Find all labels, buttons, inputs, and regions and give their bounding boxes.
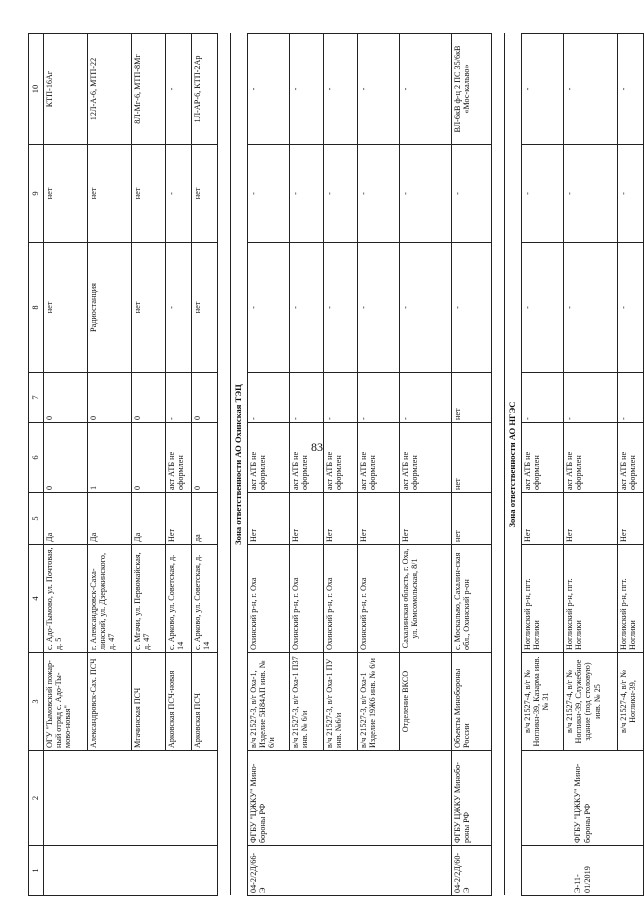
cell-7: - [564,373,618,423]
cell-9: нет [132,145,166,243]
cell-10: - [522,34,564,145]
table-row [248,34,290,896]
cell-7: - [358,373,400,423]
cell-7: - [290,373,324,423]
cell-5: Нет [290,493,324,545]
cell-8: нет [192,243,218,373]
cell-6: акт АТБ не оформлен [564,423,618,493]
object-name: Отделение ВКСО [400,653,452,751]
cell-9: нет [44,145,88,243]
address: Охинский р-н, г. Оха [290,545,324,653]
cell-7: 0 [44,373,88,423]
cell-8: - [618,243,644,373]
object-name: Александровск-Сах. ПСЧ [88,653,132,751]
header-row [29,34,44,896]
address: с. Мгачи, ул. Первомайская, д. 47 [132,545,166,653]
cell-7: 0 [192,373,218,423]
address: г. Александровск-Саха-линский, ул. Дзержинского, д. 47 [88,545,132,653]
header-cell: 6 [29,423,44,493]
cell-5: Нет [618,493,644,545]
cell-9: - [452,145,492,243]
header-cell: 3 [29,653,44,751]
cell-5: Нет [400,493,452,545]
cell-6: акт АТБ не оформлен [400,423,452,493]
zone-heading: Зона ответственности АО НГЭС [505,34,522,896]
cell-7: 0 [132,373,166,423]
cell-10: - [358,34,400,145]
header-cell: 2 [29,751,44,846]
object-name: ОГУ "Тымовский пожар-ный отряд с. Адо-Ты-мово-новая" [44,653,88,751]
header-cell: 1 [29,846,44,896]
cell-7: - [324,373,358,423]
cell-10: - [618,34,644,145]
address: Ногликский р-н, пгт. Ноглики [522,545,564,653]
address: Ногликский р-н, пгт. Ноглики [618,545,644,653]
cell-9: - [166,145,192,243]
cell-7: 0 [88,373,132,423]
cell-10: КТП-16Аг [44,34,88,145]
cell-6: акт АТБ не оформлен [522,423,564,493]
cell-6: акт АТБ не оформлен [166,423,192,493]
object-name: в/ч 21527-3, в/г Оха-1 П37 инв. № 6/и [290,653,324,751]
object-name: Арковская ПСЧ-новая [166,653,192,751]
cell-9: - [290,145,324,243]
cell-6: акт АТБ не оформлен [290,423,324,493]
address: с. Адо-Тымово, ул. Почтовая, д. 5 [44,545,88,653]
cell-7: - [400,373,452,423]
cell-7: - [618,373,644,423]
objects-table [28,33,644,896]
cell-10: - [166,34,192,145]
cell-8: - [400,243,452,373]
cell-8: нет [132,243,166,373]
organization: ФГБУ "ЦЖКУ" Мино-бороны РФ [248,751,452,846]
contract-number: Э-11-01/2019 [522,846,644,896]
cell-7: нет [452,373,492,423]
rotated-table-wrapper [28,34,638,896]
cell-7: - [248,373,290,423]
address: Охинский р-н, г. Оха [324,545,358,653]
cell-9: - [324,145,358,243]
table-row [44,34,88,896]
cell-10: 1Л-АР-6, КТП-2Ар [192,34,218,145]
cell-10: - [248,34,290,145]
cell-10: - [324,34,358,145]
cell-8: - [522,243,564,373]
cell-8: - [166,243,192,373]
cell-5: Да [88,493,132,545]
header-cell: 5 [29,493,44,545]
organization: ФГБУ ЦЖКУ Минобо-роны РФ [452,751,492,846]
cell-9: - [358,145,400,243]
header-cell: 8 [29,243,44,373]
cell-5: Да [132,493,166,545]
cell-10: 8Л-Мг-6, МТП-8Мг [132,34,166,145]
cell-8: - [248,243,290,373]
cell-5: Нет [248,493,290,545]
header-cell: 9 [29,145,44,243]
cell-9: нет [88,145,132,243]
cell-6: 0 [44,423,88,493]
cell-9: - [400,145,452,243]
cell-8: - [452,243,492,373]
address: Ногликский р-н, пгт. Ноглики [564,545,618,653]
cell-8: - [290,243,324,373]
cell-6: акт АТБ не оформлен [248,423,290,493]
cell-5: Нет [358,493,400,545]
cell-7: - [166,373,192,423]
cell-5: Нет [564,493,618,545]
cell-10: - [400,34,452,145]
cell-6: 1 [88,423,132,493]
cell-6: акт АТБ не оформлен [324,423,358,493]
object-name: в/ч 21527-3, в/г Оха-1, Изделие 5Н84АП инв. № 6/и [248,653,290,751]
object-name: Объекты Минобороны России [452,653,492,751]
cell-5: Да [44,493,88,545]
object-name: в/ч 21527-4, в/г № Ногликн-39, [618,653,644,751]
page-number: 83 [311,440,323,454]
cell-5: Нет [324,493,358,545]
organization: ФГБУ "ЦЖКУ" Мино-бороны РФ [522,751,644,846]
address: Охинский р-н, г. Оха [358,545,400,653]
contract-number: 04-2/2Д/66-Э [248,846,452,896]
header-cell: 10 [29,34,44,145]
empty-cell [44,751,218,846]
cell-6: нет [452,423,492,493]
spacer-row [218,34,231,896]
cell-8: нет [44,243,88,373]
cell-9: - [618,145,644,243]
object-name: в/ч 21527-3, в/г Оха-1 ПУ инв. №6/и [324,653,358,751]
cell-9: - [248,145,290,243]
object-name: Арковская ПСЧ [192,653,218,751]
table-row [522,34,564,896]
cell-8: - [564,243,618,373]
cell-8: - [324,243,358,373]
object-name: Мгачинская ПСЧ [132,653,166,751]
object-name: в/ч 21527-3, в/г Оха-1 Изделие 19Ж6 инв. № 6/и [358,653,400,751]
cell-5: нет [452,493,492,545]
cell-8: Радиостанция [88,243,132,373]
spacer-cell [492,34,505,896]
cell-10: - [290,34,324,145]
address: с. Арково, ул. Советская, д. 14 [166,545,192,653]
object-name: в/ч 21527-4, в/г № Ногликн-39, Казарма инв. № 31 [522,653,564,751]
table-row [452,34,492,896]
cell-5: Нет [522,493,564,545]
address: с. Арково, ул. Советская, д. 14 [192,545,218,653]
cell-9: нет [192,145,218,243]
spacer-row [492,34,505,896]
cell-5: Нет [166,493,192,545]
zone-heading: Зона ответственности АО Охинская ТЭЦ [231,34,248,896]
cell-6: акт АТБ не оформлен [358,423,400,493]
spacer-cell [218,34,231,896]
empty-cell [44,846,218,896]
cell-6: 0 [132,423,166,493]
cell-7: - [522,373,564,423]
address: Сахалинская область, г. Оха, ул. Комсомольская, 8/1 [400,545,452,653]
object-name: в/ч 21527-4, в/г № Ногликн-39, Служебное здание (под столовую) инв. № 25 [564,653,618,751]
cell-10: - [564,34,618,145]
contract-number: 04-2/2Д/60-Э [452,846,492,896]
cell-6: акт АТБ не оформлен [618,423,644,493]
cell-8: - [358,243,400,373]
header-cell: 4 [29,545,44,653]
zone-heading-row [231,34,248,896]
cell-9: - [522,145,564,243]
cell-9: - [564,145,618,243]
address: с. Москальво, Сахалин-ская обл., Охинский р-он [452,545,492,653]
header-cell: 7 [29,373,44,423]
cell-10: 12Л-А-6, МТП-22 [88,34,132,145]
address: Охинский р-н, г. Оха [248,545,290,653]
cell-10: ВЛ-6кВ ф-ц 2 ПС 35/6кВ «Мос-кальво» [452,34,492,145]
cell-6: 0 [192,423,218,493]
zone-heading-row [505,34,522,896]
cell-5: да [192,493,218,545]
